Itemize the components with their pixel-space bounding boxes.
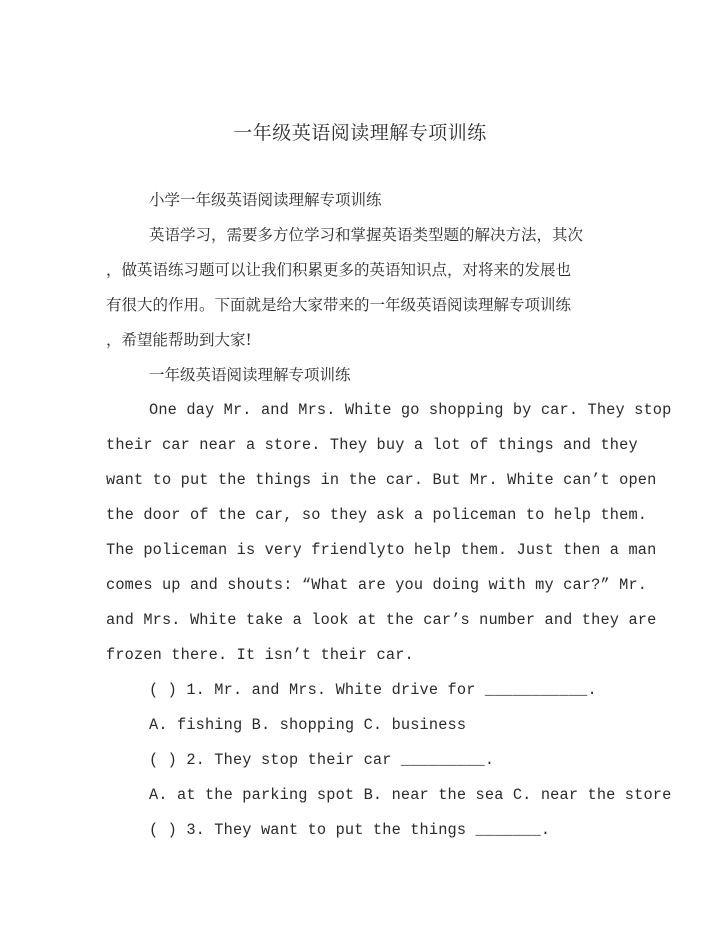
intro-line-3: 有很大的作用。下面就是给大家带来的一年级英语阅读理解专项训练 [106, 296, 572, 314]
passage-line-6: comes up and shouts: “What are you doing with my car?” Mr. [106, 576, 648, 594]
passage-line-3: want to put the things in the car. But Mr. White can’t open [106, 471, 657, 489]
passage-line-2: their car near a store. They buy a lot of things and they [106, 436, 638, 454]
passage-line-5: The policeman is very friendlyto help them. Just then a man [106, 541, 657, 559]
document-title: 一年级英语阅读理解专项训练 [233, 122, 487, 144]
question-1-prompt: ( ) 1. Mr. and Mrs. White drive for ___________. [149, 681, 597, 699]
intro-line-2: ，做英语练习题可以让我们积累更多的英语知识点，对将来的发展也 [106, 261, 572, 279]
question-3-prompt: ( ) 3. They want to put the things _______. [149, 821, 551, 839]
passage-line-1: One day Mr. and Mrs. White go shopping by car. They stop [149, 401, 672, 419]
passage-line-7: and Mrs. White take a look at the car’s number and they are [106, 611, 657, 629]
intro-line-1: 英语学习，需要多方位学习和掌握英语类型题的解决方法，其次 [149, 226, 584, 244]
question-2-options: A. at the parking spot B. near the sea C. near the store [149, 786, 672, 804]
section-heading: 一年级英语阅读理解专项训练 [149, 366, 351, 384]
passage-line-8: frozen there. It isn’t their car. [106, 646, 414, 664]
question-1-options: A. fishing B. shopping C. business [149, 716, 467, 734]
passage-line-4: the door of the car, so they ask a policeman to help them. [106, 506, 648, 524]
question-2-prompt: ( ) 2. They stop their car _________. [149, 751, 495, 769]
intro-line-4: ，希望能帮助到大家! [106, 331, 252, 349]
subtitle: 小学一年级英语阅读理解专项训练 [149, 191, 382, 209]
